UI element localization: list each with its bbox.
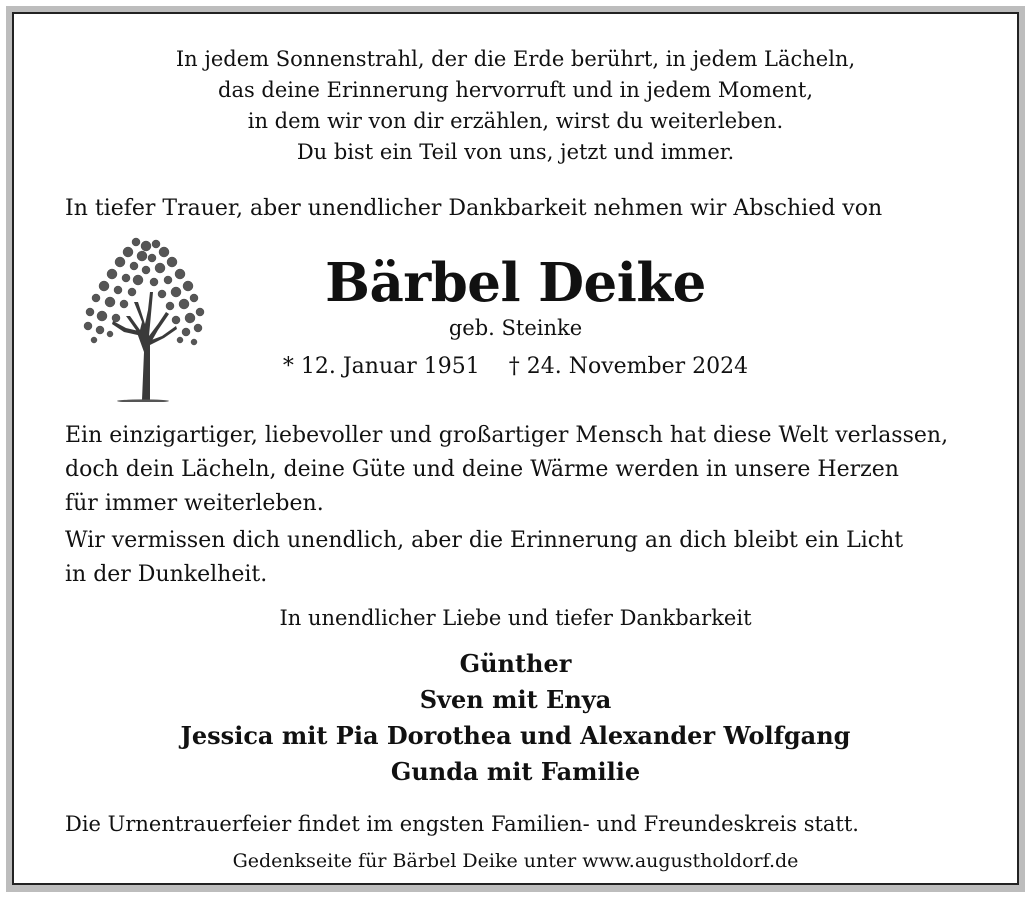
body-line: doch dein Lächeln, deine Güte und deine Wärme werden in unsere Herzen xyxy=(65,457,899,482)
body-line: für immer weiterleben. xyxy=(65,491,324,516)
birth-date: * 12. Januar 1951 xyxy=(282,354,480,379)
obituary-card xyxy=(12,12,1019,885)
body-line: Wir vermissen dich unendlich, aber die Erinnerung an dich bleibt ein Licht xyxy=(65,528,904,553)
deceased-name: Bärbel Deike xyxy=(325,252,706,314)
closing-text: In unendlicher Liebe und tiefer Dankbarkeit xyxy=(279,606,752,630)
poem-line: Du bist ein Teil von uns, jetzt und immer. xyxy=(296,140,735,164)
poem-line: In jedem Sonnenstrahl, der die Erde berührt, in jedem Lächeln, xyxy=(175,47,856,71)
poem-line: das deine Erinnerung hervorruft und in jedem Moment, xyxy=(218,78,813,102)
mourners-list xyxy=(14,646,1017,790)
death-date: † 24. November 2024 xyxy=(508,354,749,379)
memorial-page-link[interactable]: Gedenkseite für Bärbel Deike unter www.augustholdorf.de xyxy=(232,850,799,872)
body-line: in der Dunkelheit. xyxy=(65,562,268,587)
maiden-name: geb. Steinke xyxy=(448,316,583,340)
intro-text: In tiefer Trauer, aber unendlicher Dankbarkeit nehmen wir Abschied von xyxy=(65,196,883,221)
body-line: Ein einzigartiger, liebevoller und großartiger Mensch hat diese Welt verlassen, xyxy=(65,423,949,448)
mourner: Günther xyxy=(459,649,572,678)
body-paragraph xyxy=(65,419,985,521)
poem-line: in dem wir von dir erzählen, wirst du weiterleben. xyxy=(247,109,784,133)
mourner: Gunda mit Familie xyxy=(390,757,641,786)
mourner: Sven mit Enya xyxy=(419,685,612,714)
poem xyxy=(14,44,1017,168)
mourner: Jessica mit Pia Dorothea und Alexander Wolfgang xyxy=(180,721,851,750)
ceremony-note: Die Urnentrauerfeier findet im engsten Familien- und Freundeskreis statt. xyxy=(65,812,859,836)
body-paragraph xyxy=(65,524,985,592)
life-dates xyxy=(14,354,1017,379)
